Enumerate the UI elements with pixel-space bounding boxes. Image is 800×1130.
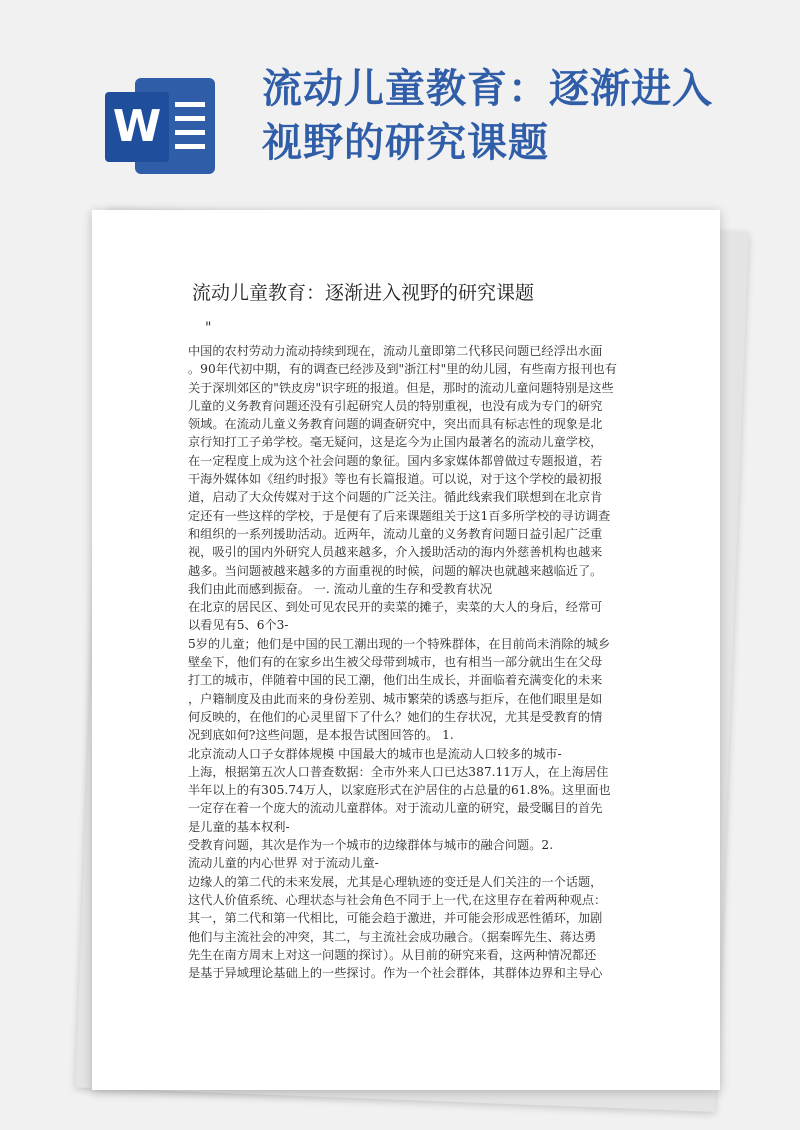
document-body <box>188 342 628 982</box>
text-line: 北京流动人口子女群体规模 中国最大的城市也是流动人口较多的城市- <box>188 746 562 761</box>
header-title: 流动儿童教育：逐渐进入视野的研究课题 <box>262 66 713 166</box>
text-line: 何反映的，在他们的心灵里留下了什么？她们的生存状况，尤其是受教育的情 <box>188 709 603 724</box>
text-line: 打工的城市，伴随着中国的民工潮，他们出生成长，并面临着充满变化的未来 <box>188 673 603 688</box>
text-line: 半年以上的有305.74万人，以家庭形式在沪居住的占总量的61.8%。这里面也 <box>188 783 611 798</box>
text-line: 定还有一些这样的学校，于是便有了后来课题组关于这1百多所学校的寻访调查 <box>188 508 611 523</box>
word-icon-line <box>175 144 205 149</box>
text-line: 5岁的儿童；他们是中国的民工潮出现的一个特殊群体，在目前尚未消除的城乡 <box>188 636 611 651</box>
text-line: 是基于异域理论基础上的一些探讨。作为一个社会群体，其群体边界和主导心 <box>188 966 603 981</box>
text-line: 况到底如何?这些问题，是本报告试图回答的。 1. <box>188 728 454 743</box>
text-line: 其一，第二代和第一代相比，可能会趋于激进，并可能会形成恶性循环，加剧 <box>188 911 603 926</box>
quote-mark: " <box>205 320 212 336</box>
text-line: 关于深圳郊区的"铁皮房"识字班的报道。但是，那时的流动儿童问题特别是这些 <box>188 380 614 395</box>
text-line: 一定存在着一个庞大的流动儿童群体。对于流动儿童的研究，最受瞩目的首先 <box>188 801 603 816</box>
document-title: 流动儿童教育：逐渐进入视野的研究课题 <box>192 282 535 304</box>
text-line: 是儿童的基本权利- <box>188 819 290 834</box>
word-icon-line <box>175 102 205 107</box>
word-icon-letter: W <box>105 92 169 162</box>
text-line: 壁垒下，他们有的在家乡出生被父母带到城市，也有相当一部分就出生在父母 <box>188 655 603 670</box>
text-line: 边缘人的第二代的未来发展，尤其是心理轨迹的变迁是人们关注的一个话题， <box>188 874 603 889</box>
text-line: 越多。当问题被越来越多的方面重视的时候，问题的解决也就越来越临近了。 <box>188 563 603 578</box>
text-line: 京行知打工子弟学校。毫无疑问，这是迄今为止国内最著名的流动儿童学校， <box>188 435 603 450</box>
word-icon-line <box>175 116 205 121</box>
word-document-icon <box>105 72 217 180</box>
text-line: 在一定程度上成为这个社会问题的象征。国内多家媒体都曾做过专题报道，若 <box>188 453 603 468</box>
text-line: 受教育问题，其次是作为一个城市的边缘群体与城市的融合问题。2. <box>188 838 554 853</box>
text-line: 在北京的居民区、到处可见农民开的卖菜的摊子，卖菜的大人的身后，经常可 <box>188 600 603 615</box>
text-line: 和组织的一系列援助活动。近两年，流动儿童的义务教育问题日益引起广泛重 <box>188 526 603 541</box>
text-line: 中国的农村劳动力流动持续到现在，流动儿童即第二代移民问题已经浮出水面 <box>188 344 603 358</box>
text-line: 上海，根据第五次人口普查数据：全市外来人口已达387.11万人，在上海居住 <box>188 764 609 779</box>
text-line: 他们与主流社会的冲突，其二，与主流社会成功融合。（据秦晖先生、蒋达勇 <box>188 929 597 944</box>
page-header <box>0 0 800 205</box>
text-line: 道，启动了大众传媒对于这个问题的广泛关注。循此线索我们联想到在北京肯 <box>188 490 603 505</box>
word-icon-line <box>175 130 205 135</box>
text-line: 流动儿童的内心世界 对于流动儿童- <box>188 856 379 871</box>
text-line: 以看见有5、6个3- <box>188 618 289 633</box>
text-line: 儿童的义务教育问题还没有引起研究人员的特别重视，也没有成为专门的研究 <box>188 398 603 413</box>
text-line: 视，吸引的国内外研究人员越来越多，介入援助活动的海内外慈善机构也越来 <box>188 545 603 560</box>
text-line: 这代人价值系统、心理状态与社会角色不同于上一代,在这里存在着两种观点： <box>188 892 607 907</box>
text-line: 干海外媒体如《纽约时报》等也有长篇报道。可以说，对于这个学校的最初报 <box>188 472 603 487</box>
document-page <box>92 210 720 1090</box>
text-line: 先生在南方周末上对这一问题的探讨）。从目前的研究来看，这两种情况都还 <box>188 947 597 962</box>
text-line: 我们由此而感到振奋。 一. 流动儿童的生存和受教育状况 <box>188 581 493 596</box>
text-line: ，户籍制度及由此而来的身份差别、城市繁荣的诱惑与拒斥，在他们眼里是如 <box>188 691 603 706</box>
text-line: 。90年代初中期，有的调查已经涉及到"浙江村"里的幼儿园，有些南方报刊也有 <box>188 362 617 377</box>
text-line: 领域。在流动儿童义务教育问题的调查研究中，突出而具有标志性的现象是北 <box>188 417 603 432</box>
